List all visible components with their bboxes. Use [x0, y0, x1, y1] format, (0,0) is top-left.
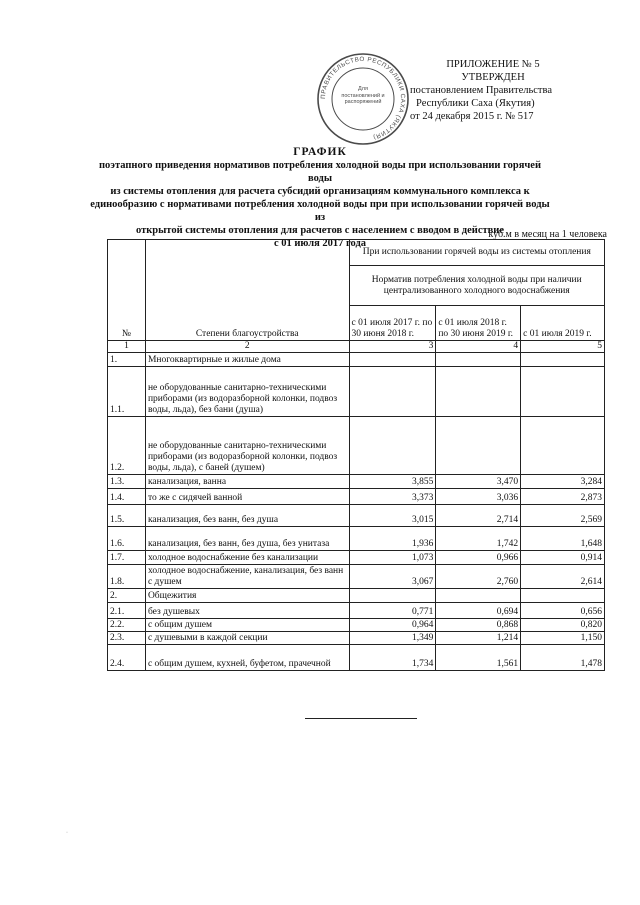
row-value: [436, 353, 521, 367]
row-value: 0,771: [349, 603, 436, 619]
row-value: 1,150: [521, 632, 605, 645]
row-name: Общежития: [145, 589, 349, 603]
row-value: 1,936: [349, 527, 436, 551]
norms-table: [107, 239, 605, 671]
row-number: 2.4.: [108, 645, 146, 671]
row-number: 1.: [108, 353, 146, 367]
title-heading: ГРАФИК: [293, 146, 347, 158]
row-name: канализация, без ванн, без душа, без унитаза: [145, 527, 349, 551]
row-number: 1.3.: [108, 475, 146, 489]
unit-label: куб.м в месяц на 1 человека: [488, 229, 607, 240]
header-group: При использовании горячей воды из системы отопления: [349, 240, 604, 266]
row-value: 1,349: [349, 632, 436, 645]
table-row: [108, 489, 605, 505]
official-seal-icon: [316, 52, 410, 146]
row-name: с общим душем: [145, 619, 349, 632]
row-name: канализация, ванна: [145, 475, 349, 489]
row-value: 3,284: [521, 475, 605, 489]
row-name: то же с сидячей ванной: [145, 489, 349, 505]
row-value: [521, 589, 605, 603]
table-row: [108, 619, 605, 632]
row-value: [349, 353, 436, 367]
row-number: 1.2.: [108, 417, 146, 475]
row-value: 3,036: [436, 489, 521, 505]
row-value: 0,656: [521, 603, 605, 619]
row-name: с общим душем, кухней, буфетом, прачечной: [145, 645, 349, 671]
row-value: 2,760: [436, 565, 521, 589]
table-row: [108, 353, 605, 367]
row-name: без душевых: [145, 603, 349, 619]
row-value: [349, 417, 436, 475]
row-number: 1.8.: [108, 565, 146, 589]
row-name: не оборудованные санитарно-техническими приборами (из водоразборной колонки, подвоз воды, льда), без бани (душа): [145, 367, 349, 417]
row-name: холодное водоснабжение без канализации: [145, 551, 349, 565]
row-number: 2.1.: [108, 603, 146, 619]
numbering-cell: 5: [521, 341, 605, 353]
title-line-3: единообразию с нормативами потребления холодной воды при при использовании горячей воды из: [90, 199, 550, 223]
row-value: 1,742: [436, 527, 521, 551]
row-value: 3,015: [349, 505, 436, 527]
row-value: [521, 417, 605, 475]
approval-date: от 24 декабря 2015 г. № 517: [410, 111, 534, 122]
row-number: 2.2.: [108, 619, 146, 632]
table-row: [108, 632, 605, 645]
seal-inner-text: Для постановлений и распоряжений: [341, 86, 385, 105]
title-line-2: из системы отопления для расчета субсидий организациям коммунального комплекса к: [110, 186, 530, 197]
row-value: 0,964: [349, 619, 436, 632]
header-period-2: с 01 июля 2018 г. по 30 июня 2019 г.: [436, 306, 521, 341]
row-value: [436, 589, 521, 603]
row-value: 1,648: [521, 527, 605, 551]
row-value: 3,373: [349, 489, 436, 505]
row-value: 0,914: [521, 551, 605, 565]
header-subgroup: Норматив потребления холодной воды при наличии централизованного холодного водоснабжения: [349, 266, 604, 306]
header-period-3: с 01 июля 2019 г.: [521, 306, 605, 341]
table-row: [108, 367, 605, 417]
row-value: 1,214: [436, 632, 521, 645]
table-row: [108, 645, 605, 671]
row-value: 2,873: [521, 489, 605, 505]
row-value: 3,855: [349, 475, 436, 489]
row-number: 1.7.: [108, 551, 146, 565]
row-value: 2,614: [521, 565, 605, 589]
scan-dot: ·: [66, 830, 68, 836]
row-value: [521, 367, 605, 417]
title-line-4: открытой системы отопления для расчетов с населением с вводом в действие: [135, 225, 505, 236]
numbering-cell: 3: [349, 341, 436, 353]
title-line-5: с 01 июля 2017 года: [273, 238, 367, 249]
table-row: [108, 565, 605, 589]
row-value: 0,694: [436, 603, 521, 619]
row-number: 1.6.: [108, 527, 146, 551]
row-value: 1,073: [349, 551, 436, 565]
row-value: 2,569: [521, 505, 605, 527]
numbering-cell: 2: [145, 341, 349, 353]
row-value: [349, 367, 436, 417]
header-number: №: [108, 240, 146, 341]
table-row: [108, 527, 605, 551]
row-number: 2.: [108, 589, 146, 603]
row-value: [436, 417, 521, 475]
numbering-row: [108, 341, 605, 353]
approval-approved: УТВЕРЖДЕН: [461, 72, 525, 83]
row-number: 1.4.: [108, 489, 146, 505]
row-value: 0,966: [436, 551, 521, 565]
table-row: [108, 603, 605, 619]
table-row: [108, 505, 605, 527]
row-name: холодное водоснабжение, канализация, без ванн с душем: [145, 565, 349, 589]
title-line-1: поэтапного приведения нормативов потребления холодной воды при использовании горячей воды: [98, 160, 542, 184]
closing-rule: [305, 718, 417, 719]
row-name: канализация, без ванн, без душа: [145, 505, 349, 527]
row-value: 0,868: [436, 619, 521, 632]
row-value: [436, 367, 521, 417]
approval-block: [398, 58, 628, 123]
approval-appendix: ПРИЛОЖЕНИЕ № 5: [446, 59, 540, 70]
row-value: 1,734: [349, 645, 436, 671]
row-name: с душевыми в каждой секции: [145, 632, 349, 645]
row-value: 3,067: [349, 565, 436, 589]
numbering-cell: 4: [436, 341, 521, 353]
row-value: [349, 589, 436, 603]
row-value: 0,820: [521, 619, 605, 632]
approval-government: Республики Саха (Якутия): [416, 98, 535, 109]
row-number: 1.5.: [108, 505, 146, 527]
document-title: [90, 146, 550, 250]
row-value: 1,478: [521, 645, 605, 671]
row-name: не оборудованные санитарно-техническими приборами (из водоразборной колонки, подвоз воды, льда), с баней (душем): [145, 417, 349, 475]
row-name: Многоквартирные и жилые дома: [145, 353, 349, 367]
approval-decree: постановлением Правительства: [410, 85, 553, 96]
row-value: 3,470: [436, 475, 521, 489]
seal-ring-text: ПРАВИТЕЛЬСТВО РЕСПУБЛИКИ САХА (ЯКУТИЯ): [319, 55, 407, 141]
row-number: 2.3.: [108, 632, 146, 645]
header-name: Степени благоустройства: [145, 240, 349, 341]
header-period-1: с 01 июля 2017 г. по 30 июня 2018 г.: [349, 306, 436, 341]
table-row: [108, 551, 605, 565]
table-row: [108, 475, 605, 489]
table-row: [108, 589, 605, 603]
row-number: 1.1.: [108, 367, 146, 417]
table-row: [108, 417, 605, 475]
row-value: [521, 353, 605, 367]
row-value: 1,561: [436, 645, 521, 671]
numbering-cell: 1: [108, 341, 146, 353]
row-value: 2,714: [436, 505, 521, 527]
